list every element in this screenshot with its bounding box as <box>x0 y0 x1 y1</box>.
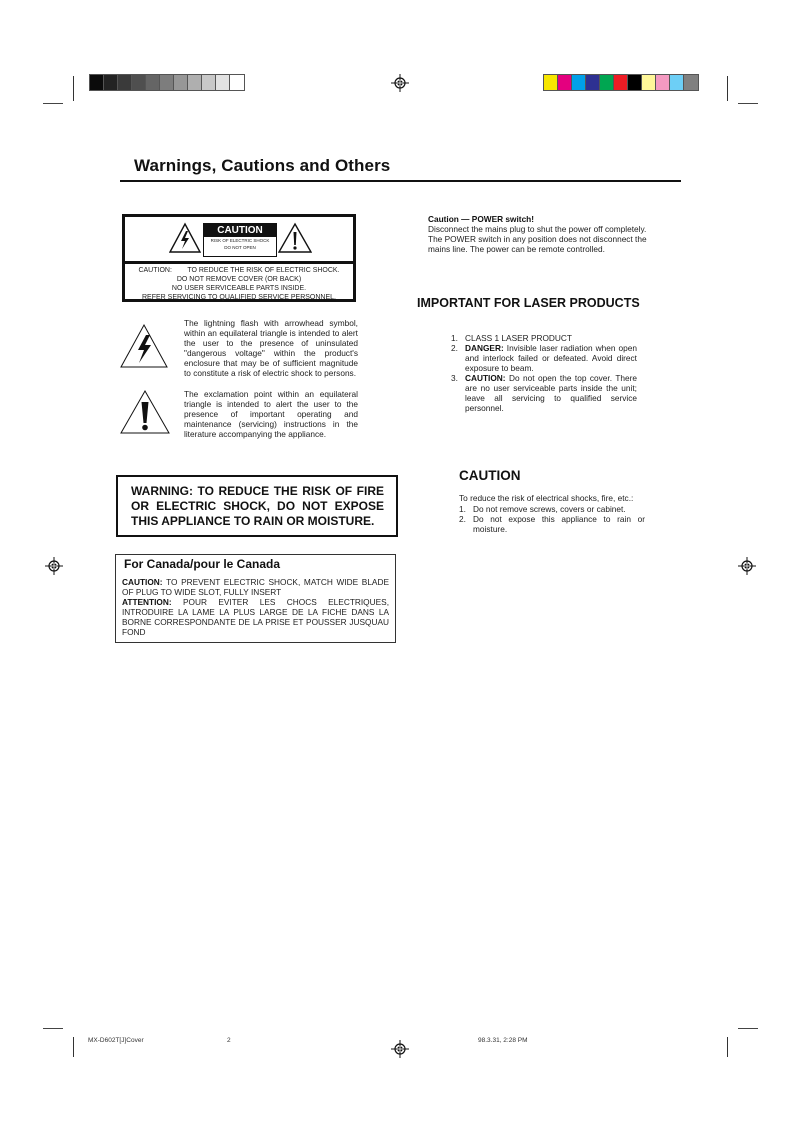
list-number: 1. <box>459 504 466 514</box>
caution-label-header <box>125 217 353 264</box>
lightning-triangle-icon <box>119 323 169 369</box>
footer-timestamp: 98.3.31, 2:28 PM <box>478 1037 528 1044</box>
calibration-swatch <box>118 75 132 90</box>
electric-shock-warning-icon <box>169 222 201 254</box>
calibration-swatch <box>230 75 244 90</box>
calibration-swatch <box>544 75 558 90</box>
calibration-swatch <box>642 75 656 90</box>
calibration-swatch <box>202 75 216 90</box>
grayscale-calibration-bar <box>89 74 245 91</box>
list-item-text: CLASS 1 LASER PRODUCT <box>465 333 572 343</box>
canada-caution-label: CAUTION: <box>122 577 163 587</box>
crop-mark <box>738 1028 758 1029</box>
calibration-swatch <box>146 75 160 90</box>
laser-list-item <box>451 333 637 343</box>
list-number: 2. <box>459 514 466 524</box>
caution-label-line: DO NOT REMOVE COVER (OR BACK) <box>176 276 302 283</box>
crop-mark <box>43 103 63 104</box>
calibration-swatch <box>586 75 600 90</box>
caution-label <box>122 214 356 302</box>
canada-notice-title: For Canada/pour le Canada <box>124 557 281 571</box>
caution-label-sub1: RISK OF ELECTRIC SHOCK <box>210 238 270 243</box>
exclamation-triangle-icon <box>119 389 171 435</box>
list-number: 1. <box>451 333 458 343</box>
registration-mark-icon <box>391 1040 409 1058</box>
calibration-swatch <box>656 75 670 90</box>
caution-label-line: CAUTION: TO REDUCE THE RISK OF ELECTRIC SHOCK. <box>138 267 340 274</box>
lightning-symbol-description: The lightning flash with arrowhead symbol, within an equilateral triangle is intended to alert the user to the presence of uninsulated "dangerous voltage" within the product's enclosure that may be of sufficient magnitude to constitute a risk of electric shock to persons. <box>184 318 358 378</box>
caution-label-sub2: DO NOT OPEN <box>224 245 256 250</box>
exclamation-warning-icon <box>278 222 312 254</box>
calibration-swatch <box>600 75 614 90</box>
laser-list-item <box>451 373 637 413</box>
calibration-swatch <box>572 75 586 90</box>
crop-mark <box>727 76 728 101</box>
calibration-swatch <box>216 75 230 90</box>
list-number: 2. <box>451 343 458 353</box>
caution-label-heading: CAUTION <box>204 224 276 237</box>
registration-mark-icon <box>45 557 63 575</box>
power-switch-text: Disconnect the mains plug to shut the power off completely. The POWER switch in any position does not disconnect the mains line. The power can be remote controlled. <box>428 224 647 254</box>
calibration-swatch <box>684 75 698 90</box>
list-item-text: Do not remove screws, covers or cabinet. <box>473 504 626 514</box>
list-number: 3. <box>451 373 458 383</box>
crop-mark <box>43 1028 63 1029</box>
fire-shock-warning-box: WARNING: TO REDUCE THE RISK OF FIRE OR ELECTRIC SHOCK, DO NOT EXPOSE THIS APPLIANCE TO RAIN OR MOISTURE. <box>116 475 398 537</box>
calibration-swatch <box>174 75 188 90</box>
caution-section-intro: To reduce the risk of electrical shocks, fire, etc.: <box>459 493 634 503</box>
caution-list-item <box>459 514 645 534</box>
calibration-swatch <box>90 75 104 90</box>
list-item-text: Do not open the top cover. There are no user serviceable parts inside the unit; leave all servicing to qualified service personnel. <box>465 373 637 413</box>
calibration-swatch <box>628 75 642 90</box>
caution-label-line: NO USER SERVICEABLE PARTS INSIDE. <box>171 285 307 292</box>
calibration-swatch <box>104 75 118 90</box>
list-item-label: DANGER: <box>465 343 504 353</box>
footer-page-number: 2 <box>227 1037 231 1044</box>
calibration-swatch <box>558 75 572 90</box>
registration-mark-icon <box>391 74 409 92</box>
caution-label-center <box>203 223 277 257</box>
exclamation-symbol-description: The exclamation point within an equilateral triangle is intended to alert the user to the presence of important operating and maintenance (servicing) instructions in the literature accompanying the appliance. <box>184 389 358 439</box>
canada-attention-label: ATTENTION: <box>122 597 172 607</box>
canada-notice-box <box>115 554 396 643</box>
canada-caution-text: TO PREVENT ELECTRIC SHOCK, MATCH WIDE BLADE OF PLUG TO WIDE SLOT, FULLY INSERT <box>122 577 389 597</box>
calibration-swatch <box>614 75 628 90</box>
page-title: Warnings, Cautions and Others <box>134 156 391 175</box>
footer-filename: MX-D602T[J]Cover <box>88 1037 144 1044</box>
laser-section-title: IMPORTANT FOR LASER PRODUCTS <box>417 296 640 310</box>
power-switch-heading: Caution — POWER switch! <box>428 214 535 224</box>
power-switch-caution <box>428 214 661 254</box>
caution-section-title: CAUTION <box>459 468 521 483</box>
caution-list <box>459 504 645 534</box>
crop-mark <box>727 1037 728 1057</box>
crop-mark <box>738 103 758 104</box>
caution-label-line: REFER SERVICING TO QUALIFIED SERVICE PERSONNEL. <box>142 294 336 301</box>
title-divider <box>120 180 681 182</box>
color-calibration-bar <box>543 74 699 91</box>
list-item-label: CAUTION: <box>465 373 506 383</box>
canada-attention-text: POUR EVITER LES CHOCS ELECTRIQUES, INTRODUIRE LA LAME LA PLUS LARGE DE LA FICHE DANS LA BORNE CORRESPONDANTE DE LA PRISE ET POUSSER JUSQUAU FOND <box>122 597 389 637</box>
calibration-swatch <box>132 75 146 90</box>
calibration-swatch <box>188 75 202 90</box>
list-item-text: Do not expose this appliance to rain or moisture. <box>473 514 645 534</box>
canada-notice-text <box>122 577 389 637</box>
laser-list <box>451 333 637 413</box>
registration-mark-icon <box>738 557 756 575</box>
calibration-swatch <box>670 75 684 90</box>
crop-mark <box>73 1037 74 1057</box>
caution-list-item <box>459 504 645 514</box>
list-item-text: Invisible laser radiation when open and interlock failed or defeated. Avoid direct exposure to beam. <box>465 343 637 373</box>
calibration-swatch <box>160 75 174 90</box>
caution-label-text <box>125 266 353 302</box>
laser-list-item <box>451 343 637 373</box>
crop-mark <box>73 76 74 101</box>
